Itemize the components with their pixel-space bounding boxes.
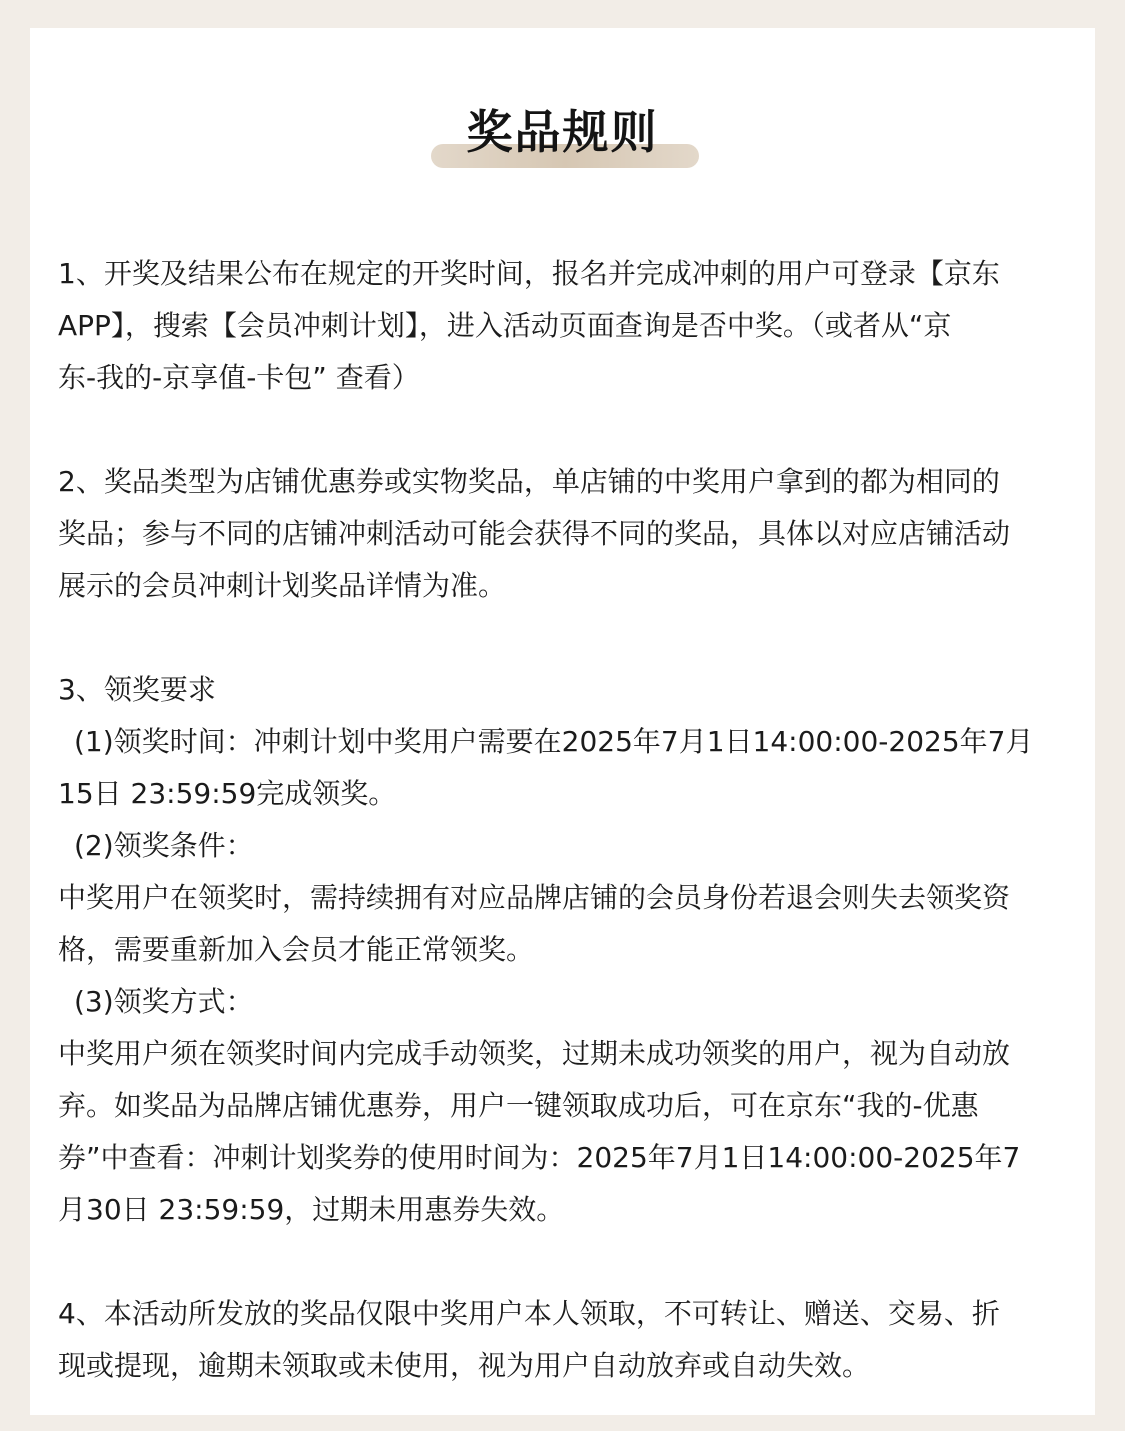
rule-3 [58, 664, 1070, 1236]
rules-card [30, 28, 1095, 1415]
rule-4-line: 现或提现，逾期未领取或未使用，视为用户自动放弃或自动失效。 [58, 1349, 871, 1382]
rule-2 [58, 456, 1070, 612]
rule-2-line: 2、奖品类型为店铺优惠券或实物奖品，单店铺的中奖用户拿到的都为相同的 [58, 465, 1000, 498]
paragraph-gap [58, 404, 1070, 456]
claim-method-line: 中奖用户须在领奖时间内完成手动领奖，过期未成功领奖的用户，视为自动放 [58, 1037, 1011, 1070]
paragraph-gap [58, 612, 1070, 664]
rule-1-line: 1、开奖及结果公布在规定的开奖时间，报名并完成冲刺的用户可登录【京东 [58, 257, 1000, 290]
rule-4 [58, 1288, 1070, 1392]
rule-1-line: APP】，搜索【会员冲刺计划】，进入活动页面查询是否中奖。（或者从“京 [58, 309, 952, 342]
rule-2-line: 展示的会员冲刺计划奖品详情为准。 [58, 569, 507, 602]
rule-4-line: 4、本活动所发放的奖品仅限中奖用户本人领取，不可转让、赠送、交易、折 [58, 1297, 1000, 1330]
rule-1 [58, 248, 1070, 404]
claim-time-continued: 15日 23:59:59完成领奖。 [58, 777, 397, 810]
rule-1-line: 东-我的-京享值-卡包” 查看） [58, 361, 420, 394]
claim-time-label: (1)领奖时间：冲刺计划中奖用户需要在2025年7月1日14:00:00-2025年7月 [74, 725, 1034, 758]
rules-content [58, 248, 1070, 1392]
title-area [30, 102, 1095, 172]
claim-condition-line: 格，需要重新加入会员才能正常领奖。 [58, 933, 535, 966]
claim-method-line: 券”中查看：冲刺计划奖券的使用时间为：2025年7月1日14:00:00-2025年7 [58, 1141, 1021, 1174]
claim-condition-line: 中奖用户在领奖时，需持续拥有对应品牌店铺的会员身份若退会则失去领奖资 [58, 881, 1011, 914]
paragraph-gap [58, 1236, 1070, 1288]
page-title: 奖品规则 [466, 105, 659, 159]
claim-method-line: 弃。如奖品为品牌店铺优惠券，用户一键领取成功后，可在京东“我的-优惠 [58, 1089, 979, 1122]
claim-condition-label: (2)领奖条件： [74, 829, 254, 862]
claim-method-label: (3)领奖方式： [74, 985, 254, 1018]
claim-method-line: 月30日 23:59:59，过期未用惠券失效。 [58, 1193, 565, 1226]
rule-3-heading: 3、领奖要求 [58, 673, 216, 706]
rule-2-line: 奖品；参与不同的店铺冲刺活动可能会获得不同的奖品，具体以对应店铺活动 [58, 517, 1011, 550]
